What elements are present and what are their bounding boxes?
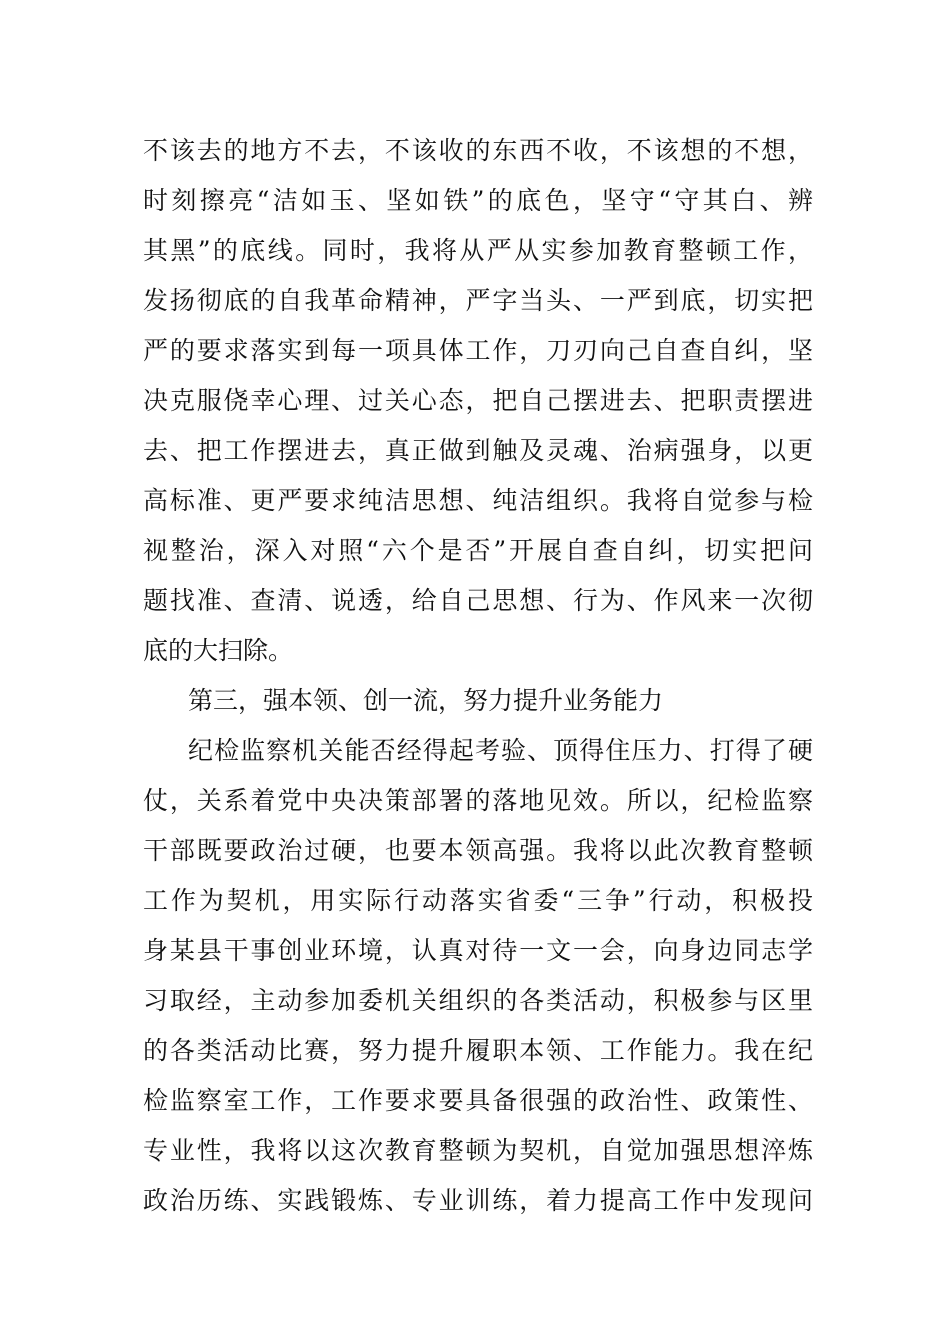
text-line: 去、把工作摆进去，真正做到触及灵魂、治病强身，以更 xyxy=(143,436,813,465)
text-line: 纪检监察机关能否经得起考验、顶得住压力、打得了硬 xyxy=(188,736,813,765)
text-line: 专业性，我将以这次教育整顿为契机，自觉加强思想淬炼 xyxy=(143,1136,813,1165)
text-line: 政治历练、实践锻炼、专业训练，着力提高工作中发现问 xyxy=(143,1186,813,1215)
text-line: 底的大扫除。 xyxy=(143,636,294,665)
text-line: 视整治，深入对照“六个是否”开展自查自纠，切实把问 xyxy=(143,536,813,565)
text-line: 高标准、更严要求纯洁思想、纯洁组织。我将自觉参与检 xyxy=(143,486,813,515)
text-line: 干部既要政治过硬，也要本领高强。我将以此次教育整顿 xyxy=(143,836,813,865)
text-line: 其黑”的底线。同时，我将从严从实参加教育整顿工作， xyxy=(143,236,813,265)
text-line: 的各类活动比赛，努力提升履职本领、工作能力。我在纪 xyxy=(143,1036,813,1065)
text-line: 时刻擦亮“洁如玉、坚如铁”的底色，坚守“守其白、辨 xyxy=(143,186,813,215)
text-line: 习取经，主动参加委机关组织的各类活动，积极参与区里 xyxy=(143,986,813,1015)
text-line: 题找准、查清、说透，给自己思想、行为、作风来一次彻 xyxy=(143,586,813,615)
text-line: 检监察室工作，工作要求要具备很强的政治性、政策性、 xyxy=(143,1086,813,1115)
text-line: 仗，关系着党中央决策部署的落地见效。所以，纪检监察 xyxy=(143,786,813,815)
section-heading: 第三，强本领、创一流，努力提升业务能力 xyxy=(188,686,664,715)
text-line: 严的要求落实到每一项具体工作，刀刃向己自查自纠，坚 xyxy=(143,336,813,365)
text-line: 发扬彻底的自我革命精神，严字当头、一严到底，切实把 xyxy=(143,286,813,315)
text-line: 不该去的地方不去，不该收的东西不收，不该想的不想， xyxy=(143,136,813,165)
text-line: 工作为契机，用实际行动落实省委“三争”行动，积极投 xyxy=(143,886,813,915)
text-line: 决克服侥幸心理、过关心态，把自己摆进去、把职责摆进 xyxy=(143,386,813,415)
text-line: 身某县干事创业环境，认真对待一文一会，向身边同志学 xyxy=(143,936,813,965)
